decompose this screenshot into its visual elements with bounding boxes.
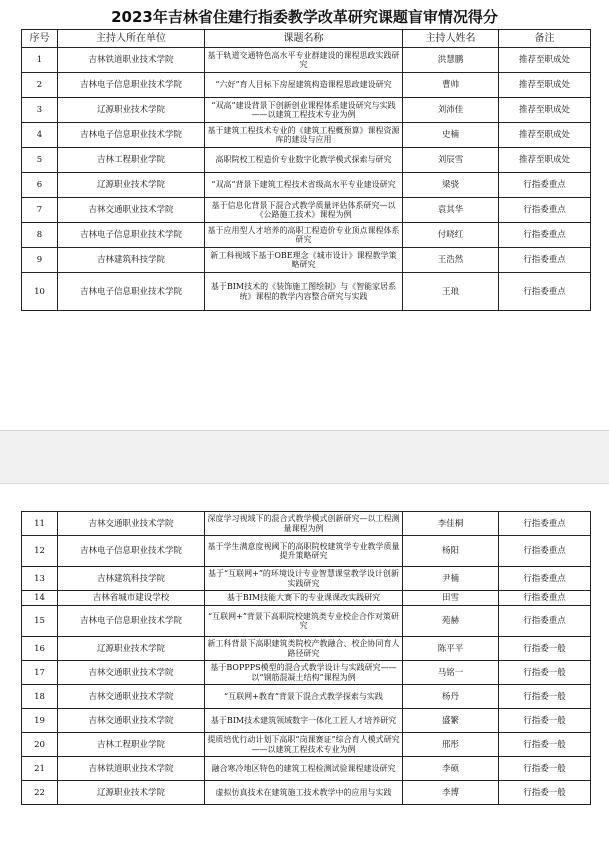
row-host: 杨阳 xyxy=(403,536,499,567)
row-host: 刘辰雪 xyxy=(403,148,499,173)
row-unit: 吉林铁道职业技术学院 xyxy=(58,757,205,781)
row-topic: 融合寒冷地区特色的建筑工程检测试验课程建设研究 xyxy=(205,757,403,781)
row-host: 杨丹 xyxy=(403,685,499,709)
page-gap xyxy=(0,431,609,483)
row-topic: “双高”建设背景下创新创业课程体系建设研究与实践——以建筑工程技术专业为例 xyxy=(205,98,403,123)
row-number: 6 xyxy=(22,173,58,198)
row-unit: 吉林交通职业技术学院 xyxy=(58,661,205,685)
row-note: 行指委重点 xyxy=(499,273,591,311)
row-note: 行指委重点 xyxy=(499,536,591,567)
row-note: 推荐至职成处 xyxy=(499,148,591,173)
row-unit: 辽源职业技术学院 xyxy=(58,781,205,805)
table-row xyxy=(22,273,591,311)
row-topic: 深度学习视域下的混合式教学模式创新研究—以工程测量课程为例 xyxy=(205,512,403,536)
row-number: 21 xyxy=(22,757,58,781)
row-host: 李佳桐 xyxy=(403,512,499,536)
table-row xyxy=(22,661,591,685)
row-number: 11 xyxy=(22,512,58,536)
row-topic: 虚拟仿真技术在建筑施工技术教学中的应用与实践 xyxy=(205,781,403,805)
row-number: 18 xyxy=(22,685,58,709)
row-host: 马铭一 xyxy=(403,661,499,685)
row-unit: 吉林电子信息职业技术学院 xyxy=(58,123,205,148)
table-row xyxy=(22,123,591,148)
table-row xyxy=(22,198,591,223)
row-unit: 吉林电子信息职业技术学院 xyxy=(58,536,205,567)
table-header-row xyxy=(22,30,591,48)
row-host: 尹楠 xyxy=(403,567,499,591)
table-row xyxy=(22,248,591,273)
row-topic: 基于轨道交通特色高水平专业群建设的课程思政实践研究 xyxy=(205,48,403,73)
row-host: 苑赫 xyxy=(403,606,499,637)
row-host: 王浩然 xyxy=(403,248,499,273)
header-unit: 主持人所在单位 xyxy=(58,30,205,48)
table-row xyxy=(22,733,591,757)
row-note: 行指委一般 xyxy=(499,637,591,661)
row-topic: 基于学生满意度视阈下的高职院校建筑学专业教学质量提升策略研究 xyxy=(205,536,403,567)
row-number: 16 xyxy=(22,637,58,661)
row-host: 李博 xyxy=(403,781,499,805)
table-row xyxy=(22,512,591,536)
row-host: 王琅 xyxy=(403,273,499,311)
row-host: 李硕 xyxy=(403,757,499,781)
row-note: 行指委重点 xyxy=(499,198,591,223)
row-topic: “互联网+教育”背景下混合式教学探索与实践 xyxy=(205,685,403,709)
row-host: 邢彤 xyxy=(403,733,499,757)
row-unit: 吉林交通职业技术学院 xyxy=(58,709,205,733)
table-row xyxy=(22,98,591,123)
row-host: 梁骁 xyxy=(403,173,499,198)
row-topic: 基于建筑工程技术专业的《建筑工程概预算》课程资源库的建设与应用 xyxy=(205,123,403,148)
row-number: 1 xyxy=(22,48,58,73)
row-unit: 吉林电子信息职业技术学院 xyxy=(58,606,205,637)
row-number: 13 xyxy=(22,567,58,591)
table-row xyxy=(22,223,591,248)
score-table-page-2 xyxy=(21,511,591,805)
row-topic: 提质培优行动计划下高职“岗课赛证”综合育人模式研究——以建筑工程技术专业为例 xyxy=(205,733,403,757)
row-topic: “互联网+”背景下高职院校建筑类专业校企合作对策研究 xyxy=(205,606,403,637)
row-unit: 吉林电子信息职业技术学院 xyxy=(58,273,205,311)
row-topic: 基于信息化背景下混合式教学质量评估体系研究—以《公路施工技术》课程为例 xyxy=(205,198,403,223)
row-note: 行指委一般 xyxy=(499,709,591,733)
row-note: 行指委一般 xyxy=(499,685,591,709)
row-topic: 高职院校工程造价专业数字化教学模式探索与研究 xyxy=(205,148,403,173)
page-title: 2023年吉林省住建行指委教学改革研究课题盲审情况得分 xyxy=(111,8,498,26)
row-topic: 基于“互联网+”的环境设计专业智慧课堂教学设计创新实践研究 xyxy=(205,567,403,591)
row-unit: 辽源职业技术学院 xyxy=(58,173,205,198)
row-number: 22 xyxy=(22,781,58,805)
row-number: 5 xyxy=(22,148,58,173)
row-topic: 基于BOPPPS模型的混合式教学设计与实践研究——以“钢筋混凝土结构”课程为例 xyxy=(205,661,403,685)
row-number: 2 xyxy=(22,73,58,98)
row-unit: 吉林建筑科技学院 xyxy=(58,567,205,591)
row-topic: 基于BIM技术的《装饰施工图绘制》与《智能家居系统》课程的教学内容整合研究与实践 xyxy=(205,273,403,311)
row-unit: 吉林交通职业技术学院 xyxy=(58,512,205,536)
row-note: 行指委重点 xyxy=(499,567,591,591)
table-row xyxy=(22,637,591,661)
row-note: 推荐至职成处 xyxy=(499,98,591,123)
row-number: 19 xyxy=(22,709,58,733)
row-note: 行指委一般 xyxy=(499,733,591,757)
table-body-page-1 xyxy=(22,48,591,311)
row-note: 推荐至职成处 xyxy=(499,73,591,98)
score-table-page-1 xyxy=(21,29,591,311)
header-topic: 课题名称 xyxy=(205,30,403,48)
row-unit: 吉林工程职业学院 xyxy=(58,733,205,757)
row-number: 15 xyxy=(22,606,58,637)
table-row xyxy=(22,685,591,709)
header-note: 备注 xyxy=(499,30,591,48)
row-unit: 辽源职业技术学院 xyxy=(58,637,205,661)
row-host: 袁其华 xyxy=(403,198,499,223)
row-topic: 基于应用型人才培养的高职工程造价专业顶点课程体系研究 xyxy=(205,223,403,248)
row-topic: 基于BIM技能大赛下的专业课课改实践研究 xyxy=(205,591,403,606)
row-number: 12 xyxy=(22,536,58,567)
row-host: 曹帅 xyxy=(403,73,499,98)
table-row xyxy=(22,781,591,805)
row-topic: “双高”背景下建筑工程技术省级高水平专业建设研究 xyxy=(205,173,403,198)
row-note: 行指委重点 xyxy=(499,248,591,273)
row-unit: 吉林省城市建设学校 xyxy=(58,591,205,606)
table-row xyxy=(22,591,591,606)
table-row xyxy=(22,148,591,173)
row-number: 14 xyxy=(22,591,58,606)
table-row xyxy=(22,606,591,637)
table-row xyxy=(22,173,591,198)
row-topic: “六好”育人目标下房屋建筑构造课程思政建设研究 xyxy=(205,73,403,98)
header-number: 序号 xyxy=(22,30,58,48)
row-number: 9 xyxy=(22,248,58,273)
row-note: 行指委重点 xyxy=(499,591,591,606)
row-note: 行指委重点 xyxy=(499,512,591,536)
row-note: 行指委一般 xyxy=(499,781,591,805)
row-note: 行指委一般 xyxy=(499,661,591,685)
row-number: 3 xyxy=(22,98,58,123)
row-unit: 辽源职业技术学院 xyxy=(58,98,205,123)
table-row xyxy=(22,536,591,567)
row-unit: 吉林铁道职业技术学院 xyxy=(58,48,205,73)
table-body-page-2 xyxy=(22,512,591,805)
table-row xyxy=(22,757,591,781)
row-host: 陈平平 xyxy=(403,637,499,661)
row-host: 盛繁 xyxy=(403,709,499,733)
row-host: 付晓红 xyxy=(403,223,499,248)
row-unit: 吉林电子信息职业技术学院 xyxy=(58,73,205,98)
row-note: 行指委重点 xyxy=(499,173,591,198)
row-number: 20 xyxy=(22,733,58,757)
row-unit: 吉林建筑科技学院 xyxy=(58,248,205,273)
table-row xyxy=(22,73,591,98)
row-note: 推荐至职成处 xyxy=(499,123,591,148)
row-note: 行指委重点 xyxy=(499,223,591,248)
row-unit: 吉林交通职业技术学院 xyxy=(58,685,205,709)
row-number: 8 xyxy=(22,223,58,248)
row-unit: 吉林电子信息职业技术学院 xyxy=(58,223,205,248)
table-row xyxy=(22,567,591,591)
row-topic: 新工科背景下高职建筑类院校产教融合、校企协同育人路径研究 xyxy=(205,637,403,661)
row-unit: 吉林交通职业技术学院 xyxy=(58,198,205,223)
row-topic: 新工科视域下基于OBE理念《城市设计》课程教学策略研究 xyxy=(205,248,403,273)
row-number: 17 xyxy=(22,661,58,685)
table-row xyxy=(22,709,591,733)
page-divider-bottom xyxy=(0,483,609,484)
table-row xyxy=(22,48,591,73)
header-host: 主持人姓名 xyxy=(403,30,499,48)
row-host: 史楠 xyxy=(403,123,499,148)
row-number: 4 xyxy=(22,123,58,148)
row-host: 田雪 xyxy=(403,591,499,606)
row-host: 洪慧鹏 xyxy=(403,48,499,73)
row-host: 刘沛佳 xyxy=(403,98,499,123)
row-number: 10 xyxy=(22,273,58,311)
row-note: 行指委重点 xyxy=(499,606,591,637)
row-note: 行指委一般 xyxy=(499,757,591,781)
row-number: 7 xyxy=(22,198,58,223)
row-unit: 吉林工程职业学院 xyxy=(58,148,205,173)
row-note: 推荐至职成处 xyxy=(499,48,591,73)
row-topic: 基于BIM技术建筑领域数字一体化工匠人才培养研究 xyxy=(205,709,403,733)
